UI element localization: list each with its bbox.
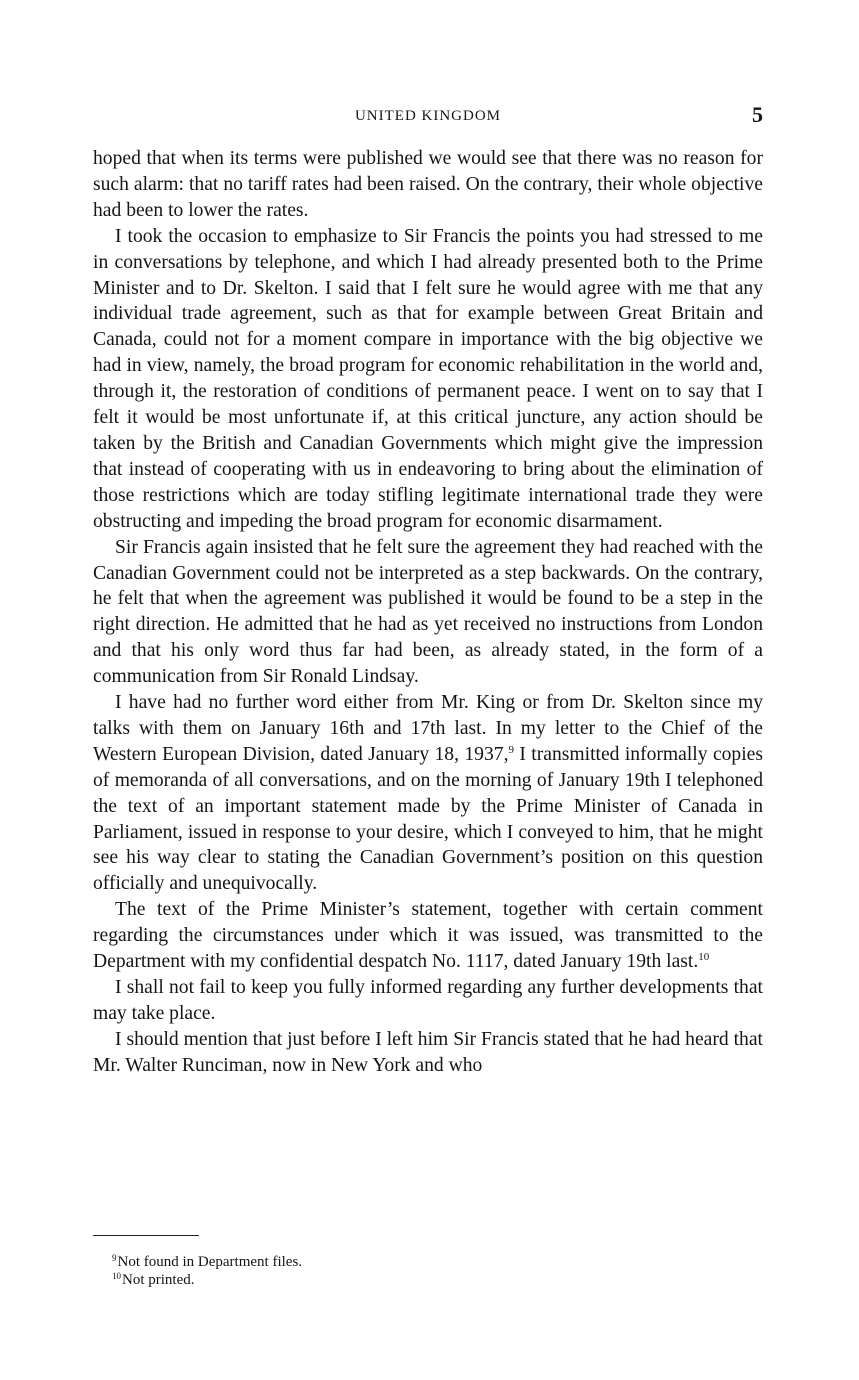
- footnote-text: Not found in Department files.: [117, 1254, 303, 1270]
- footnote-reference: 9: [508, 743, 514, 756]
- footnote-divider: [93, 1235, 199, 1236]
- paragraph-1: [93, 146, 763, 224]
- running-header: [93, 104, 763, 130]
- footnote-10: [112, 1271, 712, 1289]
- paragraph-4: [93, 690, 763, 897]
- running-title: UNITED KINGDOM: [354, 108, 502, 124]
- paragraph-5: [93, 897, 763, 975]
- paragraph-text: hoped that when its terms were published we would see that there was no reason for such alarm: that no tariff rates had been raised. On the contrary, their whole objective had been to lower the rates.: [93, 148, 763, 221]
- paragraph-text: I have had no further word either from Mr. King or from Dr. Skelton since my talks with them on January 16th and 17th last. In my letter to the Chief of the Western European Division, dated January 18, 1937,: [93, 692, 763, 765]
- paragraph-2: [93, 224, 763, 535]
- paragraph-text: I transmitted informally copies of memoranda of all conversations, and on the morning of January 19th I telephoned the text of an important statement made by the Prime Minister of Canada in Parliament, issued in response to your desire, which I conveyed to him, that he might see his way clear to stating the Canadian Government’s position on this question officially and unequivocally.: [93, 743, 763, 895]
- paragraph-text: I took the occasion to emphasize to Sir Francis the points you had stressed to me in conversations by telephone, and which I had already presented both to the Prime Minister and to Dr. Skelton. I said that I felt sure he would agree with me that any individual trade agreement, such as that for example between Great Britain and Canada, could not for a moment compare in importance with the big objective we had in view, namely, the broad program for economic rehabilitation in the world and, through it, the restoration of conditions of permanent peace. I went on to say that I felt it would be most unfortunate if, at this critical juncture, any action should be taken by the British and Canadian Governments which might give the impression that instead of cooperating with us in endeavoring to bring about the elimination of those restrictions which are today stifling legitimate international trade they were obstructing and impeding the broad program for economic disarmament.: [93, 225, 763, 532]
- page-number: 5: [752, 102, 763, 127]
- footnote-9: [112, 1253, 712, 1271]
- paragraph-text: The text of the Prime Minister’s statement, together with certain comment regarding the circumstances under which it was issued, was transmitted to the Department with my confidential despatch No. 1117, dated January 19th last.: [93, 899, 763, 973]
- paragraph-6: [93, 975, 763, 1027]
- footnote-text: Not printed.: [122, 1272, 195, 1288]
- paragraph-text: Sir Francis again insisted that he felt sure the agreement they had reached with the Canadian Government could not be interpreted as a step backwards. On the contrary, he felt that when the agreement was published it would be found to be a step in the right direction. He admitted that he had as yet received no instructions from London and that his only word thus far had been, as already stated, in the form of a communication from Sir Ronald Lindsay.: [93, 536, 763, 688]
- body-text: [93, 146, 763, 1079]
- paragraph-text: I should mention that just before I left him Sir Francis stated that he had heard that Mr. Walter Runciman, now in New York and who: [93, 1028, 763, 1076]
- footnotes: [112, 1253, 712, 1289]
- footnote-mark: 9: [112, 1253, 117, 1263]
- paragraph-7: [93, 1027, 763, 1079]
- paragraph-3: [93, 535, 763, 690]
- footnote-mark: 10: [112, 1271, 121, 1281]
- footnote-reference: 10: [698, 951, 710, 964]
- paragraph-text: I shall not fail to keep you fully informed regarding any further developments that may take place.: [93, 977, 763, 1024]
